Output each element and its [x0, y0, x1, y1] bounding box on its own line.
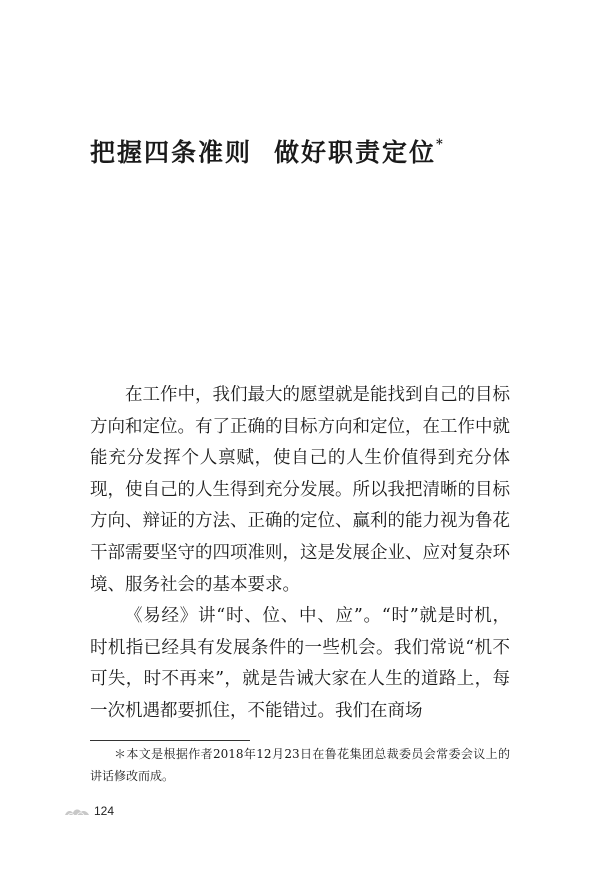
title-part-2: 做好职责定位 — [274, 138, 437, 167]
footnote-marker: * — [436, 136, 445, 152]
paragraph-1: 在工作中，我们最大的愿望就是能找到自己的目标方向和定位。有了正确的目标方向和定位，在工作中就能充分发挥个人禀赋，使自己的人生价值得到充分体现，使自己的人生得到充分发展。所以我把清晰的目标方向、辩证的方法、正确的定位、赢利的能力视为鲁花干部需要坚守的四项准则，这是发展企业、应对复杂环境、服务社会的基本要求。 — [90, 385, 510, 595]
chapter-title — [90, 133, 445, 169]
body-text — [90, 380, 510, 728]
cloud-ornament-icon — [64, 805, 90, 817]
page-number: 124 — [94, 804, 115, 818]
page-folio — [64, 804, 114, 818]
paragraph-2: 《易经》讲“时、位、中、应”。“时”就是时机，时机指已经具有发展条件的一些机会。我们常说“机不可失，时不再来”，就是告诫大家在人生的道路上，每一次机遇都要抓住，不能错过。我们在商场 — [90, 606, 510, 721]
title-part-1: 把握四条准则 — [90, 138, 253, 167]
footnote: ＊本文是根据作者2018年12月23日在鲁花集团总裁委员会常委会议上的讲话修改而成。 — [90, 747, 510, 783]
footnote-divider — [90, 740, 250, 741]
